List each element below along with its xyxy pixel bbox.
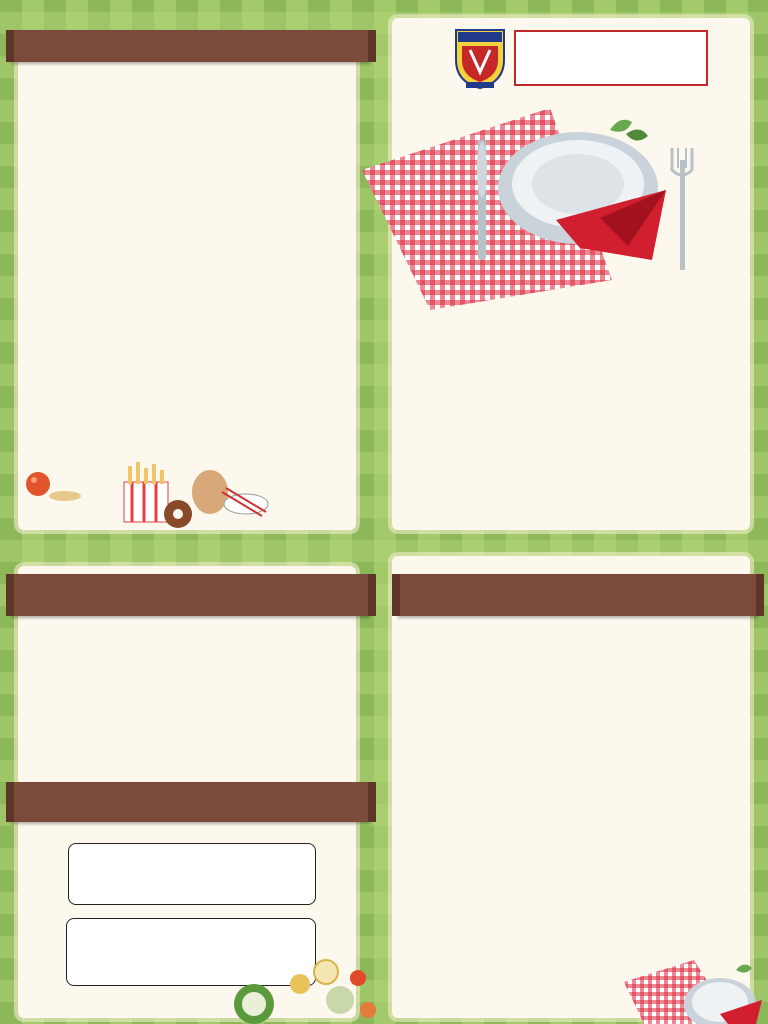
food-bottom-illustration bbox=[230, 954, 380, 1024]
food-illustration bbox=[10, 452, 270, 532]
program-title bbox=[398, 574, 758, 616]
objectives-title bbox=[12, 782, 370, 822]
table-setting-illustration bbox=[360, 100, 700, 310]
committee-title bbox=[12, 30, 370, 62]
intro-title bbox=[12, 574, 370, 616]
school-info-box bbox=[514, 30, 708, 86]
school-crest-icon bbox=[452, 26, 508, 90]
program-panel bbox=[392, 556, 750, 1018]
objective-item-1 bbox=[68, 843, 316, 905]
table-setting-small-illustration bbox=[624, 960, 764, 1024]
